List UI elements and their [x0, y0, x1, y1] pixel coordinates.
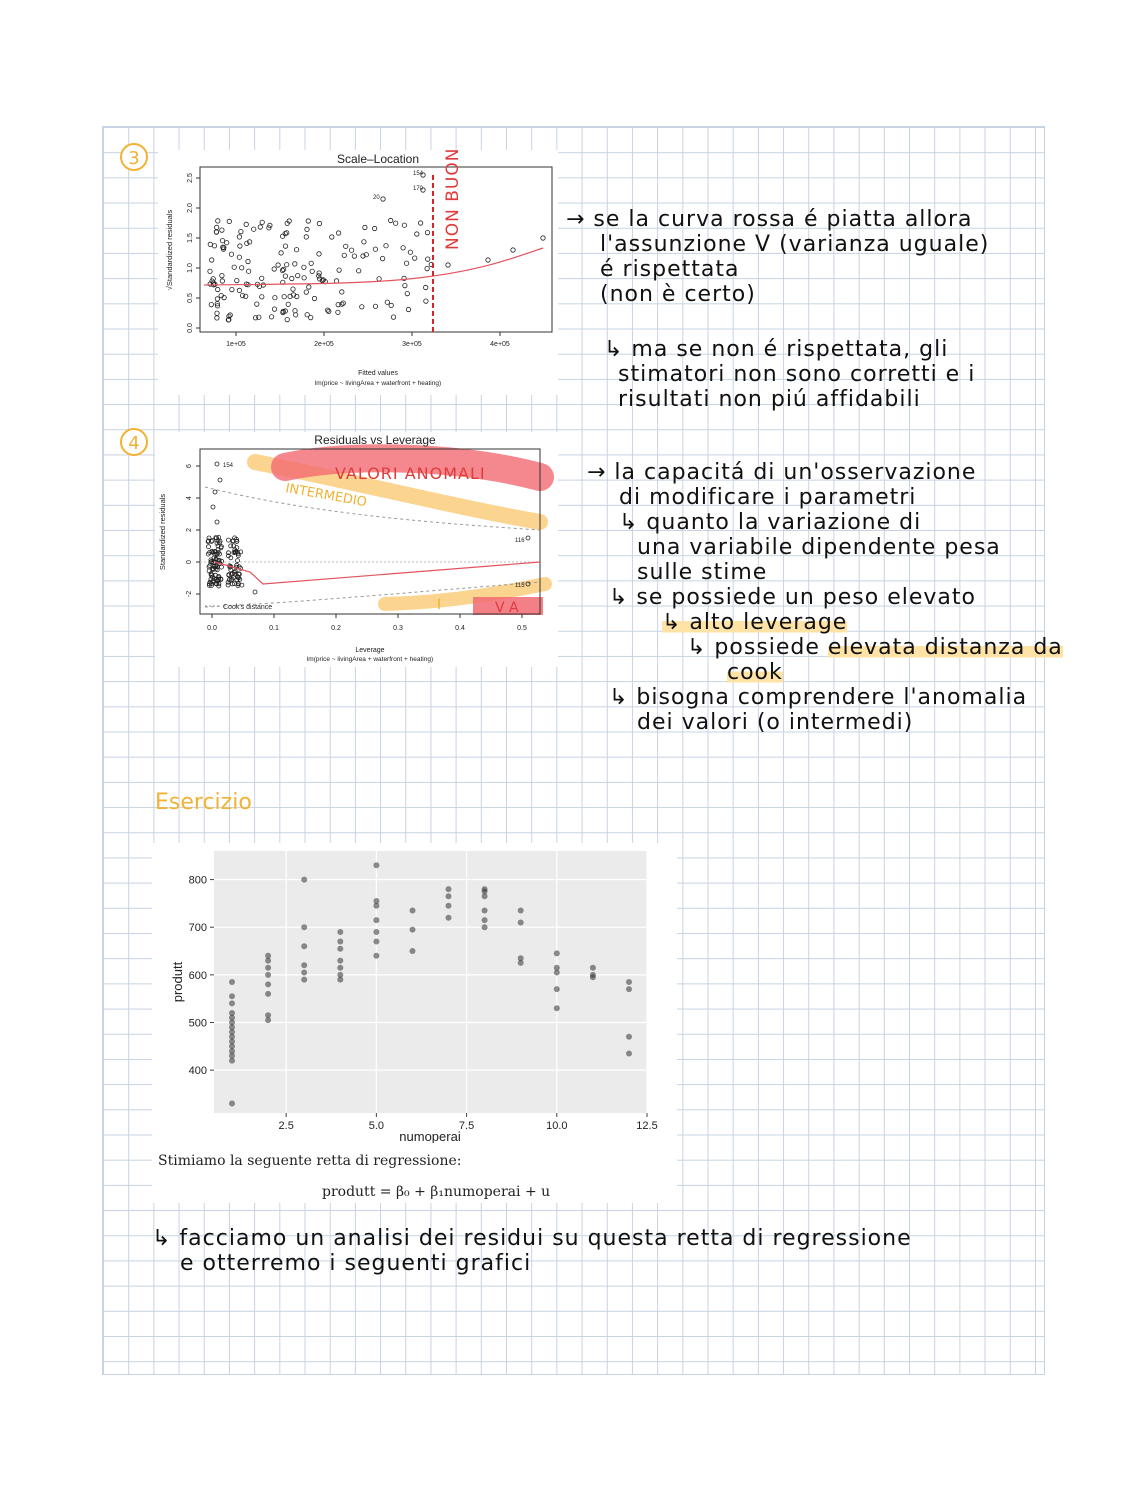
exercise-text: Stimiamo la seguente retta di regressione: [158, 1153, 462, 1169]
residual-point [373, 304, 377, 308]
residual-point [305, 227, 309, 231]
residual-point [312, 296, 316, 300]
leverage-point [253, 590, 257, 594]
leverage-point [218, 478, 222, 482]
y-tick-label: 0.0 [187, 323, 194, 333]
residual-point [285, 263, 289, 267]
residual-point [425, 266, 429, 270]
data-point [554, 1005, 560, 1011]
data-point [554, 965, 560, 971]
y-tick-label: 400 [188, 1065, 207, 1078]
y-tick-label: 700 [188, 922, 207, 935]
note-line: di modificare i parametri [619, 485, 917, 510]
y-tick-label: 1.5 [187, 233, 194, 243]
residual-point [408, 250, 412, 254]
annotation-valori-anomali: VALORI ANOMALI [335, 464, 486, 483]
data-point [626, 1034, 632, 1040]
point-label-116: 116 [515, 538, 525, 544]
data-point [410, 908, 416, 914]
data-point [337, 939, 343, 945]
residual-point [330, 235, 334, 239]
produtt-scatter-plot [152, 843, 677, 1143]
data-point [626, 986, 632, 992]
residual-point [276, 263, 280, 267]
residual-point [372, 226, 376, 230]
residual-point [273, 296, 277, 300]
residual-point [291, 287, 295, 291]
residual-point [317, 252, 321, 256]
residual-point [406, 307, 410, 311]
residual-point [272, 267, 276, 271]
data-point [373, 939, 379, 945]
residual-point [290, 276, 294, 280]
residual-point [340, 290, 344, 294]
note-line: ↳ se possiede un peso elevato [609, 585, 976, 610]
note-line: → la capacitá di un'osservazione [587, 460, 977, 485]
residual-point [246, 259, 250, 263]
residual-point [225, 241, 229, 245]
residual-point [208, 242, 212, 246]
annotation-intermedio: INTERMEDIO [284, 481, 368, 511]
residual-point [349, 248, 353, 252]
residual-point [220, 228, 224, 232]
residual-point [418, 221, 422, 225]
residual-point [426, 257, 430, 261]
residuals-leverage-plot [155, 432, 558, 667]
leverage-point [220, 565, 224, 569]
residual-point [283, 231, 287, 235]
data-point [626, 979, 632, 985]
residual-point [293, 262, 297, 266]
residual-point [352, 254, 356, 258]
data-point [590, 965, 596, 971]
residual-point [415, 232, 419, 236]
data-point [373, 917, 379, 923]
residual-point [258, 225, 262, 229]
residual-point [209, 302, 213, 306]
data-point [229, 1000, 235, 1006]
data-point [229, 1101, 235, 1107]
point-label-20: 20 [373, 195, 380, 201]
residual-point [384, 244, 388, 248]
residual-point [220, 239, 224, 243]
residual-point [360, 305, 364, 309]
residual-point [229, 252, 233, 256]
residual-point [244, 222, 248, 226]
residual-point [216, 219, 220, 223]
residual-point [446, 263, 450, 267]
residual-point [306, 219, 310, 223]
residual-point [380, 256, 384, 260]
note-line: dei valori (o intermedi) [637, 710, 914, 735]
point-label-154: 154 [223, 463, 234, 469]
data-point [229, 979, 235, 985]
exercise-heading: Esercizio [155, 790, 252, 815]
y-tick-label: 800 [188, 874, 207, 887]
residual-point [302, 265, 306, 269]
y-tick-label: 6 [186, 464, 193, 468]
x-tick-label: 12.5 [636, 1120, 658, 1132]
residual-point [257, 315, 261, 319]
data-point [410, 948, 416, 954]
data-point [229, 993, 235, 999]
x-tick-label: 4e+05 [490, 341, 510, 348]
residual-point [296, 273, 300, 277]
data-point [337, 946, 343, 952]
residual-point [424, 285, 428, 289]
residual-point [334, 279, 338, 283]
data-point [554, 986, 560, 992]
x-tick-label: 10.0 [546, 1120, 568, 1132]
residual-point [240, 293, 244, 297]
note-line: ↳ bisogna comprendere l'anomalia [609, 685, 1028, 710]
residual-point [239, 229, 243, 233]
residual-point [401, 246, 405, 250]
y-axis-label: √Standardized residuals [165, 209, 174, 291]
residual-point [309, 261, 313, 265]
y-axis-label: produtt [170, 961, 185, 1003]
data-point [482, 924, 488, 930]
residual-point [216, 287, 220, 291]
x-tick-label: 7.5 [458, 1120, 475, 1132]
note-cook: cook [727, 660, 783, 685]
residual-point [280, 268, 284, 272]
residual-point [337, 268, 341, 272]
x-axis-label: numoperai [399, 1129, 461, 1143]
leverage-point [211, 505, 215, 509]
y-axis-label: Standardized residuals [158, 493, 167, 571]
data-point [373, 953, 379, 959]
note-line: l'assunzione Ⅴ (varianza uguale) [600, 232, 990, 257]
note-line: → se la curva rossa é piatta allora [566, 207, 973, 232]
data-point [229, 1010, 235, 1016]
data-point [301, 924, 307, 930]
point-label-115: 115 [515, 583, 525, 589]
leverage-point [226, 583, 230, 587]
residual-point [403, 283, 407, 287]
x-tick-label: 1e+05 [226, 341, 246, 348]
data-point [337, 929, 343, 935]
smooth-curve [204, 248, 543, 285]
data-point [446, 893, 452, 899]
data-point [410, 927, 416, 933]
leverage-point [213, 490, 217, 494]
plot-title: Scale–Location [336, 152, 420, 166]
notes-section3-b [604, 337, 975, 412]
note-line: ↳ facciamo un analisi dei residui su questa retta di regressione [152, 1226, 912, 1251]
point-label-170: 170 [413, 186, 424, 192]
data-point [518, 908, 524, 914]
data-point [301, 962, 307, 968]
residual-point [237, 255, 241, 259]
residual-point [381, 197, 385, 201]
residual-point [486, 258, 490, 262]
exercise-note [152, 1226, 912, 1276]
note-line: stimatori non sono corretti e i [618, 362, 976, 387]
x-tick-label: 0.2 [331, 625, 341, 632]
residual-point [238, 244, 242, 248]
residual-point [279, 251, 283, 255]
residual-point [237, 288, 241, 292]
residual-point [282, 295, 286, 299]
data-point [373, 929, 379, 935]
residual-point [389, 218, 393, 222]
x-axis-label: Leverage [355, 647, 385, 654]
y-tick-label: 2 [186, 528, 193, 532]
residual-point [237, 235, 241, 239]
residual-point [220, 279, 224, 283]
residual-point [424, 299, 428, 303]
exercise-panel [152, 843, 677, 1203]
residual-point [252, 227, 256, 231]
note-line: sulle stime [637, 560, 768, 585]
residual-point [244, 294, 248, 298]
notes-section4 [587, 460, 1063, 735]
point-label-154: 154 [413, 171, 424, 177]
section-number-3: 3 [120, 143, 148, 171]
annotation-non-buono: NON BUONO [443, 150, 463, 250]
residual-point [377, 277, 381, 281]
residual-point [304, 290, 308, 294]
residual-point [413, 256, 417, 260]
residual-point [326, 308, 330, 312]
residual-point [425, 230, 429, 234]
residual-point [304, 235, 308, 239]
residual-point [341, 301, 345, 305]
y-tick-label: 2.0 [187, 203, 194, 213]
leverage-point [526, 536, 530, 540]
annotation-i: I [437, 597, 442, 613]
residual-point [215, 316, 219, 320]
data-point [301, 877, 307, 883]
section-number-4: 4 [120, 428, 148, 456]
residual-point [317, 271, 321, 275]
data-point [446, 915, 452, 921]
residual-point [228, 313, 232, 317]
smooth-curve [215, 562, 540, 584]
residual-point [212, 244, 216, 248]
y-tick-label: 0 [186, 560, 193, 564]
data-point [337, 972, 343, 978]
data-point [265, 991, 271, 997]
residual-point [389, 303, 393, 307]
residual-point [394, 221, 398, 225]
y-tick-label: -2 [186, 590, 193, 598]
data-point [265, 981, 271, 987]
data-point [373, 862, 379, 868]
residual-point [227, 219, 231, 223]
residual-point [285, 317, 289, 321]
model-formula: lm(price ~ livingArea + waterfront + heating) [314, 380, 442, 387]
x-tick-label: 0.4 [455, 625, 465, 632]
data-point [301, 970, 307, 976]
residual-point [404, 261, 408, 265]
residual-point [357, 269, 361, 273]
data-point [301, 977, 307, 983]
model-formula: lm(price ~ livingArea + waterfront + heating) [306, 656, 434, 663]
residual-point [208, 269, 212, 273]
data-point [482, 917, 488, 923]
data-point [518, 955, 524, 961]
residual-point [294, 313, 298, 317]
data-point [301, 943, 307, 949]
y-tick-label: 2.5 [187, 173, 194, 183]
data-point [446, 903, 452, 909]
x-tick-label: 0.5 [517, 625, 527, 632]
note-line: ↳ ma se non é rispettata, gli [604, 337, 949, 362]
residual-point [317, 221, 321, 225]
note-line: ↳ possiede [687, 635, 828, 660]
residual-point [215, 225, 219, 229]
residual-point [260, 220, 264, 224]
leverage-point [207, 545, 211, 549]
residual-point [280, 234, 284, 238]
x-tick-label: 0.3 [393, 625, 403, 632]
residual-point [373, 247, 377, 251]
x-tick-label: 5.0 [368, 1120, 385, 1132]
residual-point [255, 302, 259, 306]
leverage-point [215, 462, 219, 466]
residual-point [214, 230, 218, 234]
notes-section3 [566, 207, 989, 307]
note-alto-leverage: ↳ alto leverage [662, 610, 848, 635]
residual-point [305, 313, 309, 317]
data-point [265, 965, 271, 971]
y-tick-label: 600 [188, 969, 207, 982]
data-point [554, 950, 560, 956]
residual-point [210, 258, 214, 262]
residual-point [310, 269, 314, 273]
data-point [265, 972, 271, 978]
data-point [482, 886, 488, 892]
residual-point [541, 236, 545, 240]
data-point [337, 965, 343, 971]
residual-point [283, 274, 287, 278]
y-tick-label: 0.5 [187, 293, 194, 303]
residual-point [269, 315, 273, 319]
residual-point [307, 285, 311, 289]
residual-point [336, 231, 340, 235]
residual-point [402, 223, 406, 227]
scale-location-plot [158, 150, 558, 395]
x-tick-label: 0.1 [269, 625, 279, 632]
residual-point [362, 240, 366, 244]
residual-point [220, 273, 224, 277]
y-tick-label: 500 [188, 1017, 207, 1030]
note-line: (non è certo) [600, 282, 756, 307]
data-point [373, 898, 379, 904]
note-line: risultati non piú affidabili [618, 387, 921, 412]
residual-point [385, 300, 389, 304]
residual-point [286, 302, 290, 306]
residual-point [260, 276, 264, 280]
data-point [518, 920, 524, 926]
residual-point [232, 265, 236, 269]
residual-point [327, 309, 331, 313]
residual-point [283, 244, 287, 248]
x-tick-label: 2.5 [278, 1120, 294, 1132]
residual-point [405, 291, 409, 295]
residual-point [246, 269, 250, 273]
x-axis-label: Fitted values [358, 370, 398, 377]
residual-point [511, 248, 515, 252]
regression-formula: produtt = β₀ + β₁numoperai + u [322, 1184, 551, 1200]
residual-point [363, 225, 367, 229]
note-line: una variabile dipendente pesa [637, 535, 1001, 560]
residual-point [342, 253, 346, 257]
residual-point [215, 297, 219, 301]
data-point [590, 972, 596, 978]
annotation-va: V A [495, 600, 519, 616]
note-line: e otterremo i seguenti grafici [180, 1251, 532, 1276]
x-tick-label: 2e+05 [314, 341, 334, 348]
note-line: é rispettata [600, 257, 740, 282]
residual-point [240, 266, 244, 270]
residual-point [260, 295, 264, 299]
note-distanza-cook: elevata distanza da [827, 635, 1063, 660]
residual-point [235, 278, 239, 282]
data-point [482, 908, 488, 914]
residual-point [336, 310, 340, 314]
residual-point [302, 276, 306, 280]
residual-point [215, 311, 219, 315]
data-point [446, 886, 452, 892]
residual-point [294, 248, 298, 252]
note-line: ↳ quanto la variazione di [619, 510, 922, 535]
y-tick-label: 1.0 [187, 263, 194, 273]
data-point [626, 1051, 632, 1057]
data-point [265, 1012, 271, 1018]
residual-point [344, 244, 348, 248]
residual-point [272, 307, 276, 311]
x-tick-label: 3e+05 [402, 341, 422, 348]
residual-point [293, 309, 297, 313]
data-point [265, 953, 271, 959]
residual-point [230, 287, 234, 291]
legend-cooks-distance: Cook's distance [223, 604, 273, 611]
leverage-point [215, 520, 219, 524]
y-tick-label: 4 [186, 496, 193, 500]
x-tick-label: 0.0 [207, 625, 217, 632]
leverage-point [227, 538, 231, 542]
data-point [337, 958, 343, 964]
plot-title: Residuals vs Leverage [314, 433, 436, 447]
residual-point [391, 315, 395, 319]
